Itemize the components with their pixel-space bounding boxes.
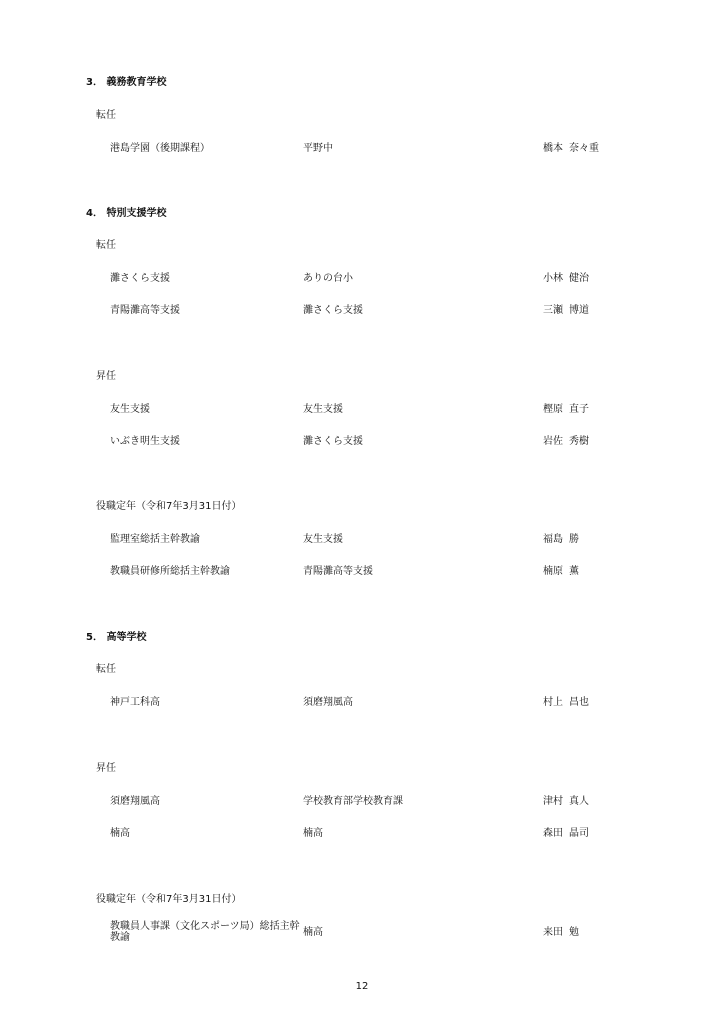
surname: 樫原 xyxy=(543,404,563,415)
given-name: 勉 xyxy=(569,927,579,938)
surname: 楠原 xyxy=(543,566,563,577)
given-name: 博道 xyxy=(569,305,589,316)
position-cell: 教職員人事課（文化スポーツ局）総括主幹教諭 xyxy=(110,921,300,943)
surname: 村上 xyxy=(543,697,563,708)
given-name: 秀樹 xyxy=(569,436,589,447)
given-name: 晶司 xyxy=(569,828,589,839)
given-name: 健治 xyxy=(569,273,589,284)
name-cell xyxy=(543,534,579,546)
from-cell: 平野中 xyxy=(303,143,333,154)
from-cell: 灘さくら支援 xyxy=(303,305,363,316)
surname: 来田 xyxy=(543,927,563,938)
subheading-promotion: 昇任 xyxy=(96,763,116,774)
subheading-transfer: 転任 xyxy=(96,664,116,675)
surname: 三瀬 xyxy=(543,305,563,316)
given-name: 薫 xyxy=(569,566,579,577)
given-name: 奈々重 xyxy=(569,143,599,154)
name-cell xyxy=(543,436,589,448)
surname: 小林 xyxy=(543,273,563,284)
subheading-transfer: 転任 xyxy=(96,110,116,121)
name-cell xyxy=(543,404,589,416)
from-cell: 青陽灘高等支援 xyxy=(303,566,373,577)
subheading-retirement: 役職定年（令和7年3月31日付） xyxy=(96,501,242,512)
position-cell: 須磨翔風高 xyxy=(110,796,160,807)
name-cell xyxy=(543,927,579,939)
given-name: 直子 xyxy=(569,404,589,415)
subheading-transfer: 転任 xyxy=(96,240,116,251)
position-cell: 教職員研修所総括主幹教諭 xyxy=(110,566,230,577)
from-cell: ありの台小 xyxy=(303,273,353,284)
section-heading-5: 5． 高等学校 xyxy=(86,632,147,643)
surname: 津村 xyxy=(543,796,563,807)
from-cell: 友生支援 xyxy=(303,534,343,545)
surname: 福島 xyxy=(543,534,563,545)
subheading-promotion: 昇任 xyxy=(96,371,116,382)
from-cell: 須磨翔風高 xyxy=(303,697,353,708)
name-cell xyxy=(543,796,589,808)
given-name: 昌也 xyxy=(569,697,589,708)
position-cell: 楠高 xyxy=(110,828,130,839)
from-cell: 灘さくら支援 xyxy=(303,436,363,447)
position-cell: 灘さくら支援 xyxy=(110,273,170,284)
subheading-retirement: 役職定年（令和7年3月31日付） xyxy=(96,894,242,905)
position-cell: 神戸工科高 xyxy=(110,697,160,708)
position-cell: 青陽灘高等支援 xyxy=(110,305,180,316)
name-cell xyxy=(543,828,589,840)
given-name: 勝 xyxy=(569,534,579,545)
section-heading-4: 4． 特別支援学校 xyxy=(86,208,167,219)
section-heading-3: 3． 義務教育学校 xyxy=(86,77,167,88)
surname: 森田 xyxy=(543,828,563,839)
position-cell: いぶき明生支援 xyxy=(110,436,180,447)
given-name: 真人 xyxy=(569,796,589,807)
from-cell: 楠高 xyxy=(303,927,323,938)
name-cell xyxy=(543,273,589,285)
surname: 橋本 xyxy=(543,143,563,154)
page-number: 12 xyxy=(355,981,369,992)
position-cell: 友生支援 xyxy=(110,404,150,415)
name-cell xyxy=(543,143,599,155)
surname: 岩佐 xyxy=(543,436,563,447)
from-cell: 友生支援 xyxy=(303,404,343,415)
from-cell: 学校教育部学校教育課 xyxy=(303,796,403,807)
name-cell xyxy=(543,697,589,709)
position-cell: 監理室総括主幹教諭 xyxy=(110,534,200,545)
name-cell xyxy=(543,566,579,578)
from-cell: 楠高 xyxy=(303,828,323,839)
position-cell: 港島学園（後期課程） xyxy=(110,143,210,154)
name-cell xyxy=(543,305,589,317)
